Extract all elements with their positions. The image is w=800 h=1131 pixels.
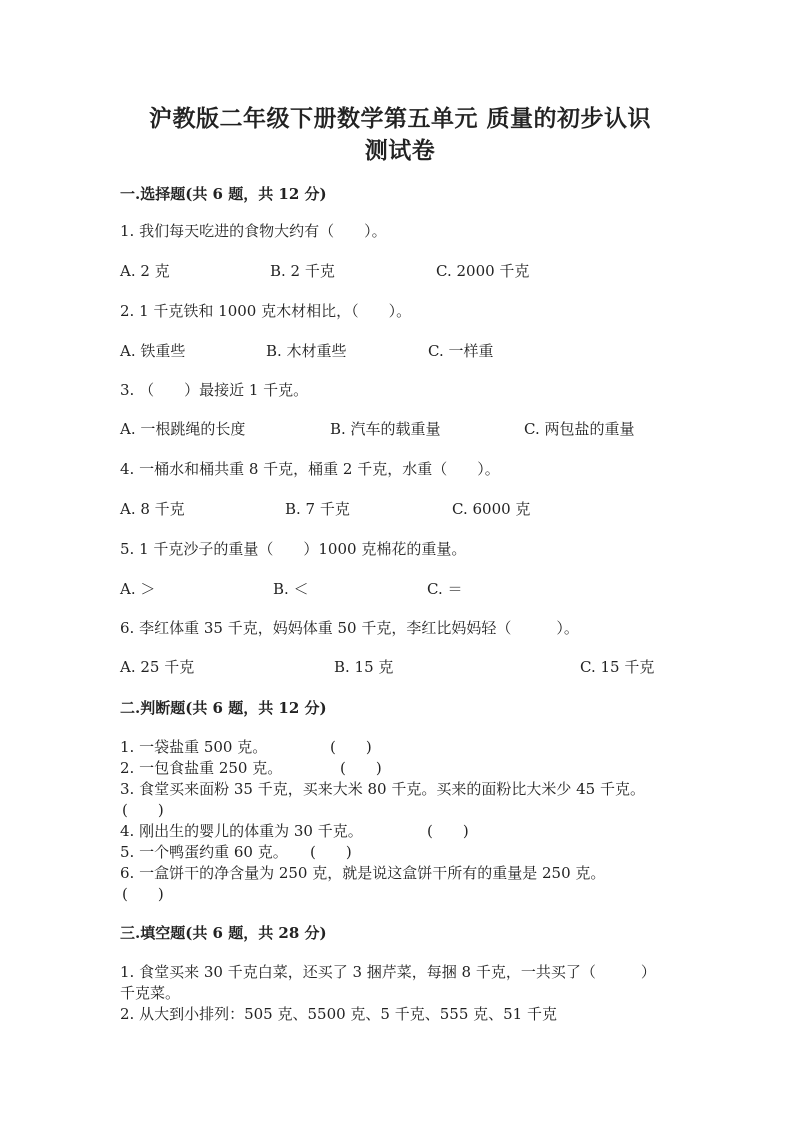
option-c: C. ＝ (427, 580, 463, 598)
fill-question-continuation: 千克菜。 (120, 984, 181, 1002)
statement-text: 5. 一个鸭蛋约重 60 克。 (120, 843, 288, 861)
answer-parentheses: ( ) (122, 885, 164, 903)
option-b: B. 7 千克 (285, 500, 350, 518)
option-b: B. 汽车的载重量 (330, 420, 441, 438)
option-a: A. 25 千克 (120, 658, 195, 676)
option-a: A. 2 克 (120, 262, 170, 280)
statement-text: 3. 食堂买来面粉 35 千克，买来大米 80 千克。买来的面粉比大米少 45 千克。 (120, 780, 645, 798)
answer-parentheses: ( ) (330, 738, 372, 756)
question-text: 4. 一桶水和桶共重 8 千克，桶重 2 千克，水重（ ）。 (120, 460, 500, 478)
option-c: C. 两包盐的重量 (524, 420, 635, 438)
fill-question-text: 2. 从大到小排列：505 克、5500 克、5 千克、555 克、51 千克 (120, 1005, 557, 1023)
option-c: C. 一样重 (428, 342, 494, 360)
option-a: A. ＞ (120, 580, 156, 598)
question-text: 3. （ ）最接近 1 千克。 (120, 381, 309, 399)
answer-parentheses: ( ) (340, 759, 382, 777)
option-a: A. 一根跳绳的长度 (120, 420, 246, 438)
statement-text: 2. 一包食盐重 250 克。 (120, 759, 283, 777)
section-heading-true-false: 二.判断题(共 6 题，共 12 分) (120, 699, 327, 717)
option-a: A. 8 千克 (120, 500, 185, 518)
option-b: B. 2 千克 (270, 262, 335, 280)
option-b: B. 木材重些 (266, 342, 347, 360)
page-title: 沪教版二年级下册数学第五单元 质量的初步认识 (148, 105, 651, 132)
statement-text: 1. 一袋盐重 500 克。 (120, 738, 268, 756)
answer-parentheses: ( ) (427, 822, 469, 840)
question-text: 6. 李红体重 35 千克，妈妈体重 50 千克，李红比妈妈轻（ ）。 (120, 619, 579, 637)
question-text: 1. 我们每天吃进的食物大约有（ ）。 (120, 222, 387, 240)
question-text: 5. 1 千克沙子的重量（ ）1000 克棉花的重量。 (120, 540, 467, 558)
option-c: C. 2000 千克 (436, 262, 530, 280)
answer-parentheses: ( ) (122, 801, 164, 819)
fill-question-text: 1. 食堂买来 30 千克白菜，还买了 3 捆芹菜，每捆 8 千克，一共买了（ ） (120, 963, 656, 981)
option-c: C. 15 千克 (580, 658, 655, 676)
section-heading-choice: 一.选择题(共 6 题，共 12 分) (120, 185, 327, 203)
option-b: B. 15 克 (334, 658, 394, 676)
statement-text: 4. 刚出生的婴儿的体重为 30 千克。 (120, 822, 363, 840)
option-b: B. ＜ (273, 580, 309, 598)
question-text: 2. 1 千克铁和 1000 克木材相比，（ ）。 (120, 302, 412, 320)
option-a: A. 铁重些 (120, 342, 186, 360)
page-subtitle: 测试卷 (364, 137, 436, 164)
section-heading-fill-blank: 三.填空题(共 6 题，共 28 分) (120, 924, 327, 942)
answer-parentheses: ( ) (310, 843, 352, 861)
statement-text: 6. 一盒饼干的净含量为 250 克，就是说这盒饼干所有的重量是 250 克。 (120, 864, 606, 882)
option-c: C. 6000 克 (452, 500, 531, 518)
